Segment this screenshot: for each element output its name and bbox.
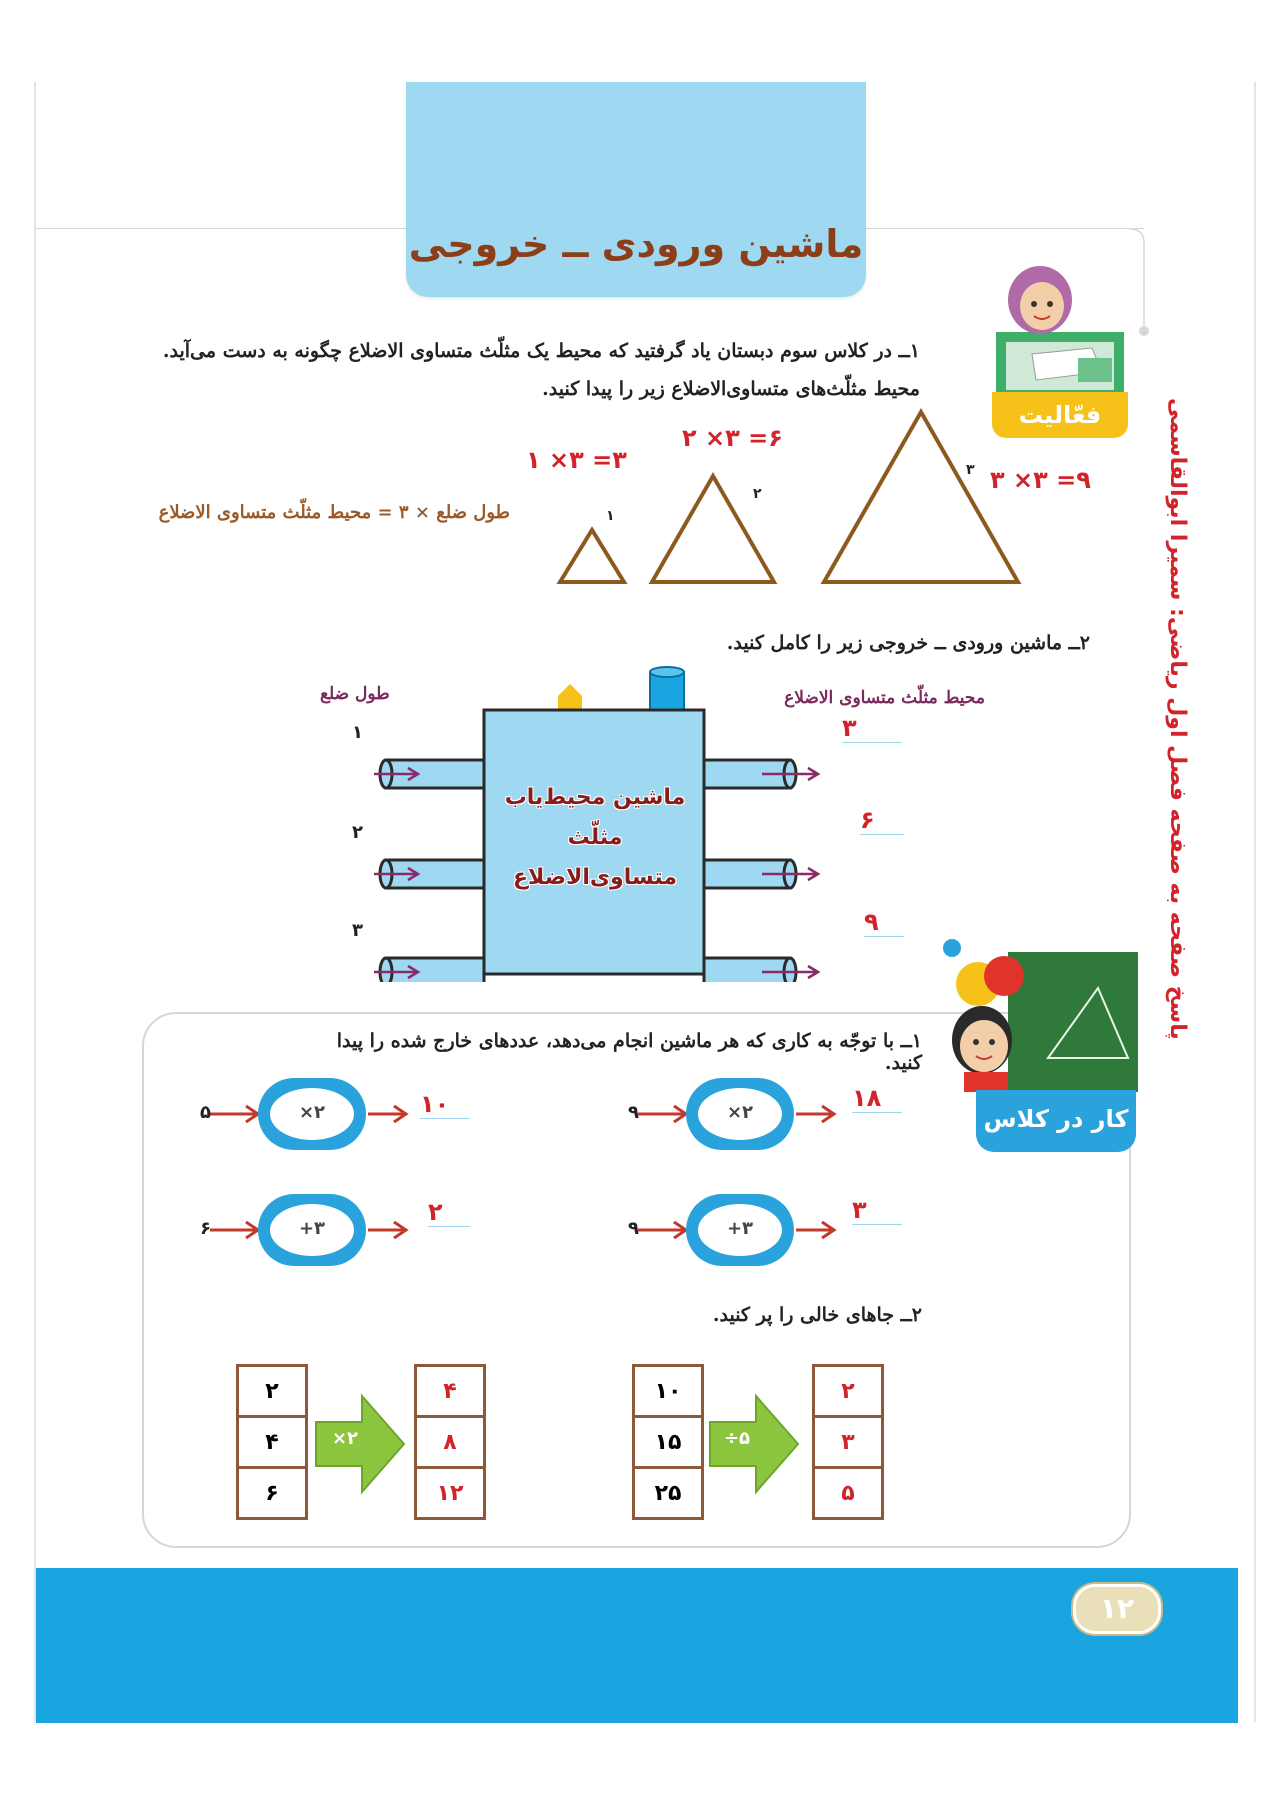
triangle-large: [824, 412, 1018, 582]
triangle-3-answer: ۳ ×۳ =۹: [990, 466, 1091, 494]
activity-q2: ۲ــ ماشین ورودی ــ خروجی زیر را کامل کنید.: [726, 632, 1090, 654]
machine-input-2: ۲: [352, 822, 363, 843]
table-right-inputs: [632, 1364, 704, 1520]
cloud-left-1-output: ۱۰: [420, 1090, 470, 1119]
cloud-left-1-op: ×۲: [298, 1102, 326, 1123]
cloud-machines-right: [620, 1070, 860, 1270]
page-number: ۱۲: [1073, 1584, 1161, 1634]
triangles-figure: [540, 400, 1030, 590]
activity-badge-label: فعّالیت: [992, 392, 1128, 438]
machine-output-3: ۹: [864, 908, 904, 937]
table-left-outputs: [414, 1364, 486, 1520]
cloud-right-2-input: ۹: [628, 1218, 639, 1239]
header-rule-curve: [1130, 228, 1152, 338]
table-right-input-3: ۲۵: [634, 1468, 703, 1519]
cloud-right-1-op: ×۲: [726, 1102, 754, 1123]
machine-input-header: طول ضلع: [320, 684, 390, 704]
cloud-right-1-output: ۱۸: [852, 1084, 902, 1113]
table-left-input-1: ۲: [238, 1366, 307, 1417]
table-left-inputs: [236, 1364, 308, 1520]
triangle-2-answer: ۲ ×۳ =۶: [682, 424, 783, 452]
table-left-op: ×۲: [331, 1428, 359, 1449]
table-right-input-1: ۱۰: [634, 1366, 703, 1417]
machine-name-line1: ماشین محیط‌یاب: [504, 785, 686, 810]
machine-output-2: ۶: [860, 806, 904, 835]
triangle-small: [560, 530, 624, 582]
table-right-output-2: ۳: [814, 1417, 883, 1468]
table-right-output-3: ۵: [814, 1468, 883, 1519]
classwork-q2: ۲ــ جاهای خالی را پر کنید.: [712, 1304, 922, 1326]
triangle-1-answer: ۱ ×۳ =۳: [526, 446, 627, 474]
answer-credit: پاسخ صفحه به صفحه فصل اول ریاضی: سمیرا ابوالقاسمی: [1165, 398, 1190, 1040]
boy-at-board-illustration: [938, 928, 1138, 1092]
table-right-output-1: ۲: [814, 1366, 883, 1417]
table-right-input-2: ۱۵: [634, 1417, 703, 1468]
machine-name-line3: متساوی‌الاضلاع: [512, 865, 677, 890]
page-title: ماشین ورودی ــ خروجی: [408, 222, 864, 266]
triangle-3-label: ۳: [966, 462, 975, 478]
activity-q1-line1: ۱ــ در کلاس سوم دبستان یاد گرفتید که محیط یک مثلّث متساوی الاضلاع چگونه به دست می‌آید.: [162, 340, 920, 362]
machine-input-3: ۳: [352, 920, 363, 941]
classwork-q1: ۱ــ با توجّه به کاری که هر ماشین انجام می‌دهد، عددهای خارج شده را پیدا کنید.: [336, 1030, 922, 1074]
cloud-machines-left: [192, 1070, 432, 1270]
cloud-left-1-input: ۵: [200, 1102, 211, 1123]
machine-output-header: محیط مثلّث متساوی الاضلاع: [784, 688, 985, 708]
machine-top-pentagon: [558, 684, 582, 710]
table-left-input-2: ۴: [238, 1417, 307, 1468]
triangle-2-label: ۲: [753, 486, 762, 502]
table-left-output-1: ۴: [416, 1366, 485, 1417]
machine-input-pipes: [374, 760, 484, 982]
classwork-badge-label: کار در کلاس: [976, 1090, 1136, 1152]
activity-q1-line2: محیط مثلّث‌های متساوی‌الاضلاع زیر را پیدا کنید.: [542, 378, 920, 400]
machine-name-line2: مثلّث: [567, 825, 623, 850]
table-right-op: ÷۵: [723, 1428, 751, 1449]
machine-output-pipes: [704, 760, 818, 982]
perimeter-formula: طول ضلع × ۳ = محیط مثلّث متساوی الاضلاع: [158, 502, 510, 523]
footer-band: [36, 1568, 1238, 1723]
machine-name: [500, 778, 690, 898]
machine-output-1: ۳: [842, 714, 902, 743]
cloud-left-2-op: +۳: [298, 1218, 326, 1239]
table-right-outputs: [812, 1364, 884, 1520]
cloud-left-2-output: ۲: [428, 1198, 470, 1227]
table-left-output-2: ۸: [416, 1417, 485, 1468]
cloud-right-1-input: ۹: [628, 1102, 639, 1123]
cloud-right-2-op: +۳: [726, 1218, 754, 1239]
cloud-right-2-output: ۳: [852, 1196, 902, 1225]
machine-input-1: ۱: [352, 722, 363, 743]
cloud-left-2-input: ۶: [200, 1218, 211, 1239]
triangle-1-label: ۱: [606, 508, 615, 524]
table-left-output-3: ۱۲: [416, 1468, 485, 1519]
table-left-input-3: ۶: [238, 1468, 307, 1519]
